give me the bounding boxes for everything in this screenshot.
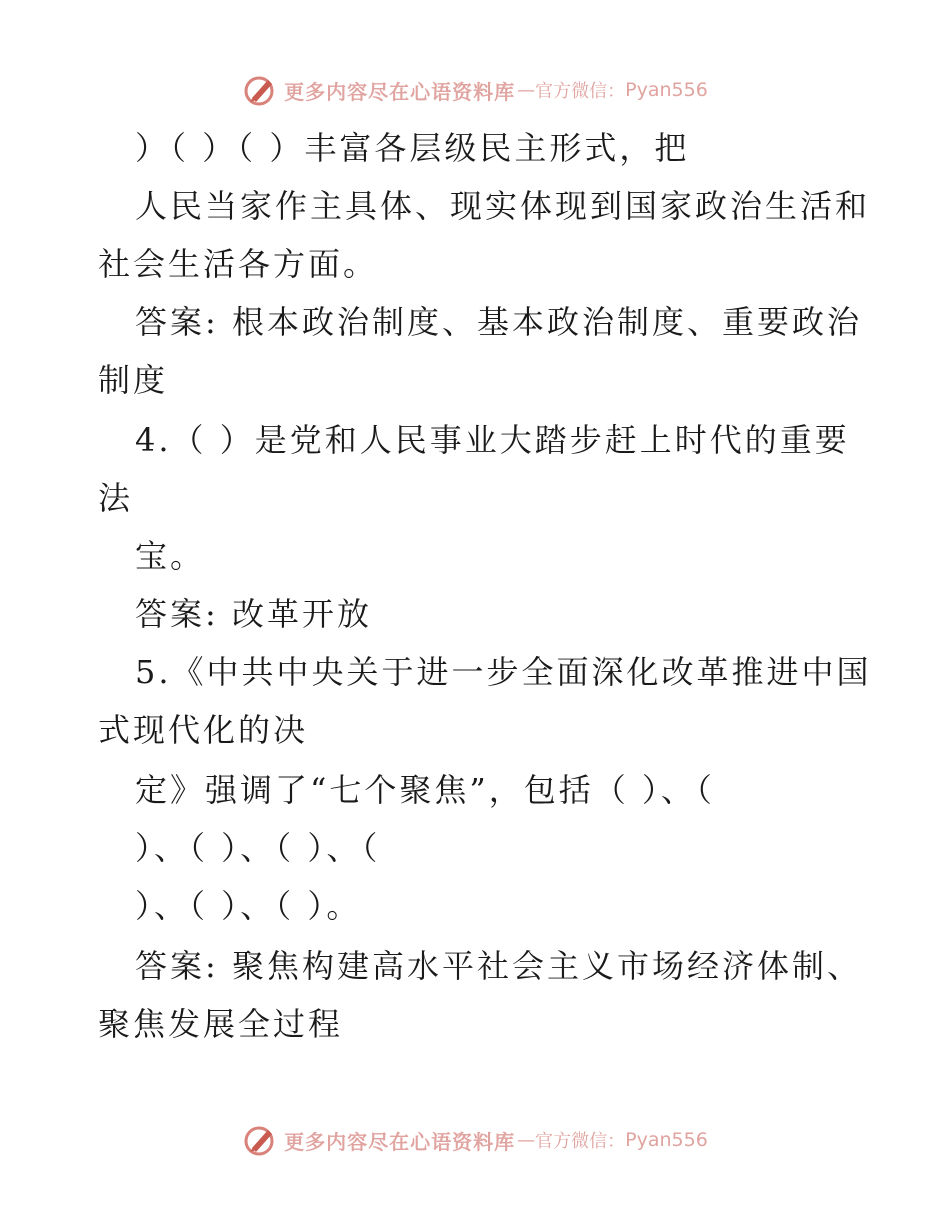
answer-line: 答案: 根本政治制度、基本政治制度、重要政治 [135,303,862,341]
question-line: 法 [98,479,134,517]
answer-line: 答案: 聚焦构建高水平社会主义市场经济体制、 [135,947,862,985]
question-line: 宝。 [135,537,206,575]
watermark-wechat-label: 官方微信： [535,81,626,102]
question-line: ）、（ ）、（ ）。 [135,887,362,925]
watermark-text: 更多内容尽在心语资料库 [284,1129,516,1154]
watermark-wechat-id: Pyan556 [625,1129,708,1151]
question-line: 定》强调了“七个聚焦”，包括（ ）、（ [135,771,715,809]
answer-line: 制度 [98,361,169,399]
question-line: 式现代化的决 [98,711,309,749]
pen-logo-icon [242,72,278,108]
text-line: 社会生活各方面。 [98,245,379,283]
watermark-footer [0,1120,950,1160]
watermark-wechat-label: 官方微信： [535,1131,626,1152]
pen-logo-icon [242,1122,278,1158]
watermark-separator: — [517,1129,536,1151]
answer-line: 答案: 改革开放 [135,595,372,633]
watermark-wechat-id: Pyan556 [625,79,708,101]
question-line: 4.（ ）是党和人民事业大踏步赶上时代的重要 [135,421,850,459]
text-line: ）（ ）（ ）丰富各层级民主形式，把 [135,129,690,167]
watermark-separator: — [517,79,536,101]
question-line: 5.《中共中央关于进一步全面深化改革推进中国 [135,653,872,691]
answer-line: 聚焦发展全过程 [98,1005,344,1043]
text-line: 人民当家作主具体、现实体现到国家政治生活和 [135,187,871,225]
watermark-header [0,70,950,110]
watermark-text: 更多内容尽在心语资料库 [284,79,516,104]
question-line: ）、（ ）、（ ）、（ [135,829,381,867]
